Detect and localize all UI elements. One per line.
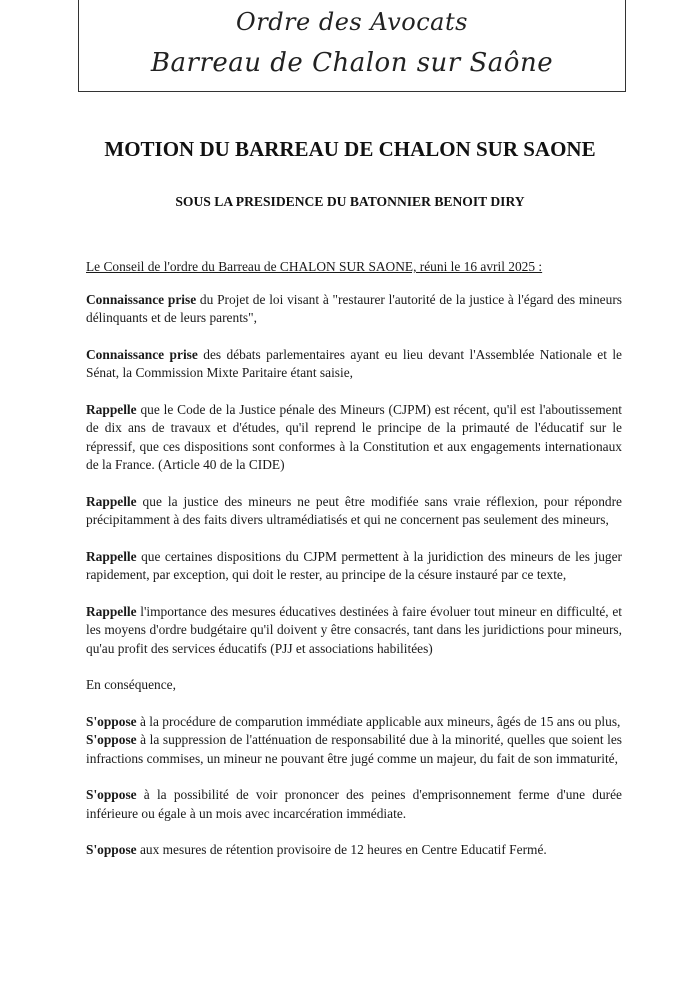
oppose-keyword: S'oppose [86,787,137,802]
paragraph [86,548,622,585]
letterhead [78,0,626,92]
oppose-paragraph [86,786,622,823]
paragraph-text: que le Code de la Justice pénale des Mineurs (CJPM) est récent, qu'il est l'aboutissement de dix ans de travaux et d'études, qu'il reprend le principe de la primauté de l'éducatif sur le répressif, que ces dispositions sont conformes à la Constitution et aux engagements internationaux de la France. (Article 40 de la CIDE) [86,401,622,472]
intro-line: Le Conseil de l'ordre du Barreau de CHALON SUR SAONE, réuni le 16 avril 2025 : [86,259,543,274]
oppose-keyword: S'oppose [86,732,137,747]
letterhead-bar-name: Barreau de Chalon sur Saône [150,48,554,78]
oppose-text: à la procédure de comparution immédiate applicable aux mineurs, âgés de 15 ans ou plus, [136,713,621,729]
oppose-paragraph [86,731,622,768]
paragraph [86,291,622,328]
paragraph [86,346,622,383]
paragraph-text: l'importance des mesures éducatives destinées à faire évoluer tout mineur en difficulté, et les moyens d'ordre budgétaire qu'il doivent y être consacrés, tant dans les juridictions pour mineurs, qu'au profit des services éducatifs (PJJ et associations habilitées) [86,603,622,656]
paragraph-keyword: Connaissance prise [86,346,198,362]
letterhead-order-name: Ordre des Avocats [236,8,468,36]
oppose-keyword: S'oppose [86,842,137,857]
oppose-text: aux mesures de rétention provisoire de 12 heures en Centre Educatif Fermé. [136,842,547,857]
paragraph-text: des débats parlementaires ayant eu lieu devant l'Assemblée Nationale et le Sénat, la Commission Mixte Paritaire étant saisie, [86,346,623,380]
paragraph [86,401,622,475]
paragraph-text: que certaines dispositions du CJPM permettent à la juridiction des mineurs de les juger rapidement, par exception, qui doit le rester, au principe de la césure instauré par ce texte, [86,548,622,582]
oppose-text: à la suppression de l'atténuation de responsabilité due à la minorité, quelles que soient les infractions commises, un mineur ne pouvant être jugé comme un majeur, du fait de son immaturité, [86,732,622,766]
paragraph-text: du Projet de loi visant à "restaurer l'autorité de la justice à l'égard des mineurs délinquants et de leurs parents", [86,291,622,325]
paragraph-text: que la justice des mineurs ne peut être modifiée sans vraie réflexion, pour répondre précipitamment à des faits divers ultramédiatisés et qui ne concernent pas seulement des mineurs, [86,493,622,527]
document-title: MOTION DU BARREAU DE CHALON SUR SAONE [104,137,596,161]
paragraph [86,493,622,530]
oppose-paragraph [86,841,622,860]
paragraph-keyword: Rappelle [86,548,137,564]
motion-body [86,258,622,878]
paragraph [86,603,622,659]
paragraph-keyword: Rappelle [86,493,137,509]
paragraph-keyword: Rappelle [86,603,137,619]
paragraph-keyword: Rappelle [86,401,137,417]
consequence-line: En conséquence, [86,677,176,692]
paragraph-keyword: Connaissance prise [86,291,197,307]
document-subtitle: SOUS LA PRESIDENCE DU BATONNIER BENOIT DIRY [175,194,525,209]
oppose-keyword: S'oppose [86,713,137,729]
oppose-text: à la possibilité de voir prononcer des peines d'emprisonnement ferme d'une durée inférieure ou égale à un mois avec incarcération immédiate. [86,787,622,821]
oppose-paragraph [86,713,622,732]
